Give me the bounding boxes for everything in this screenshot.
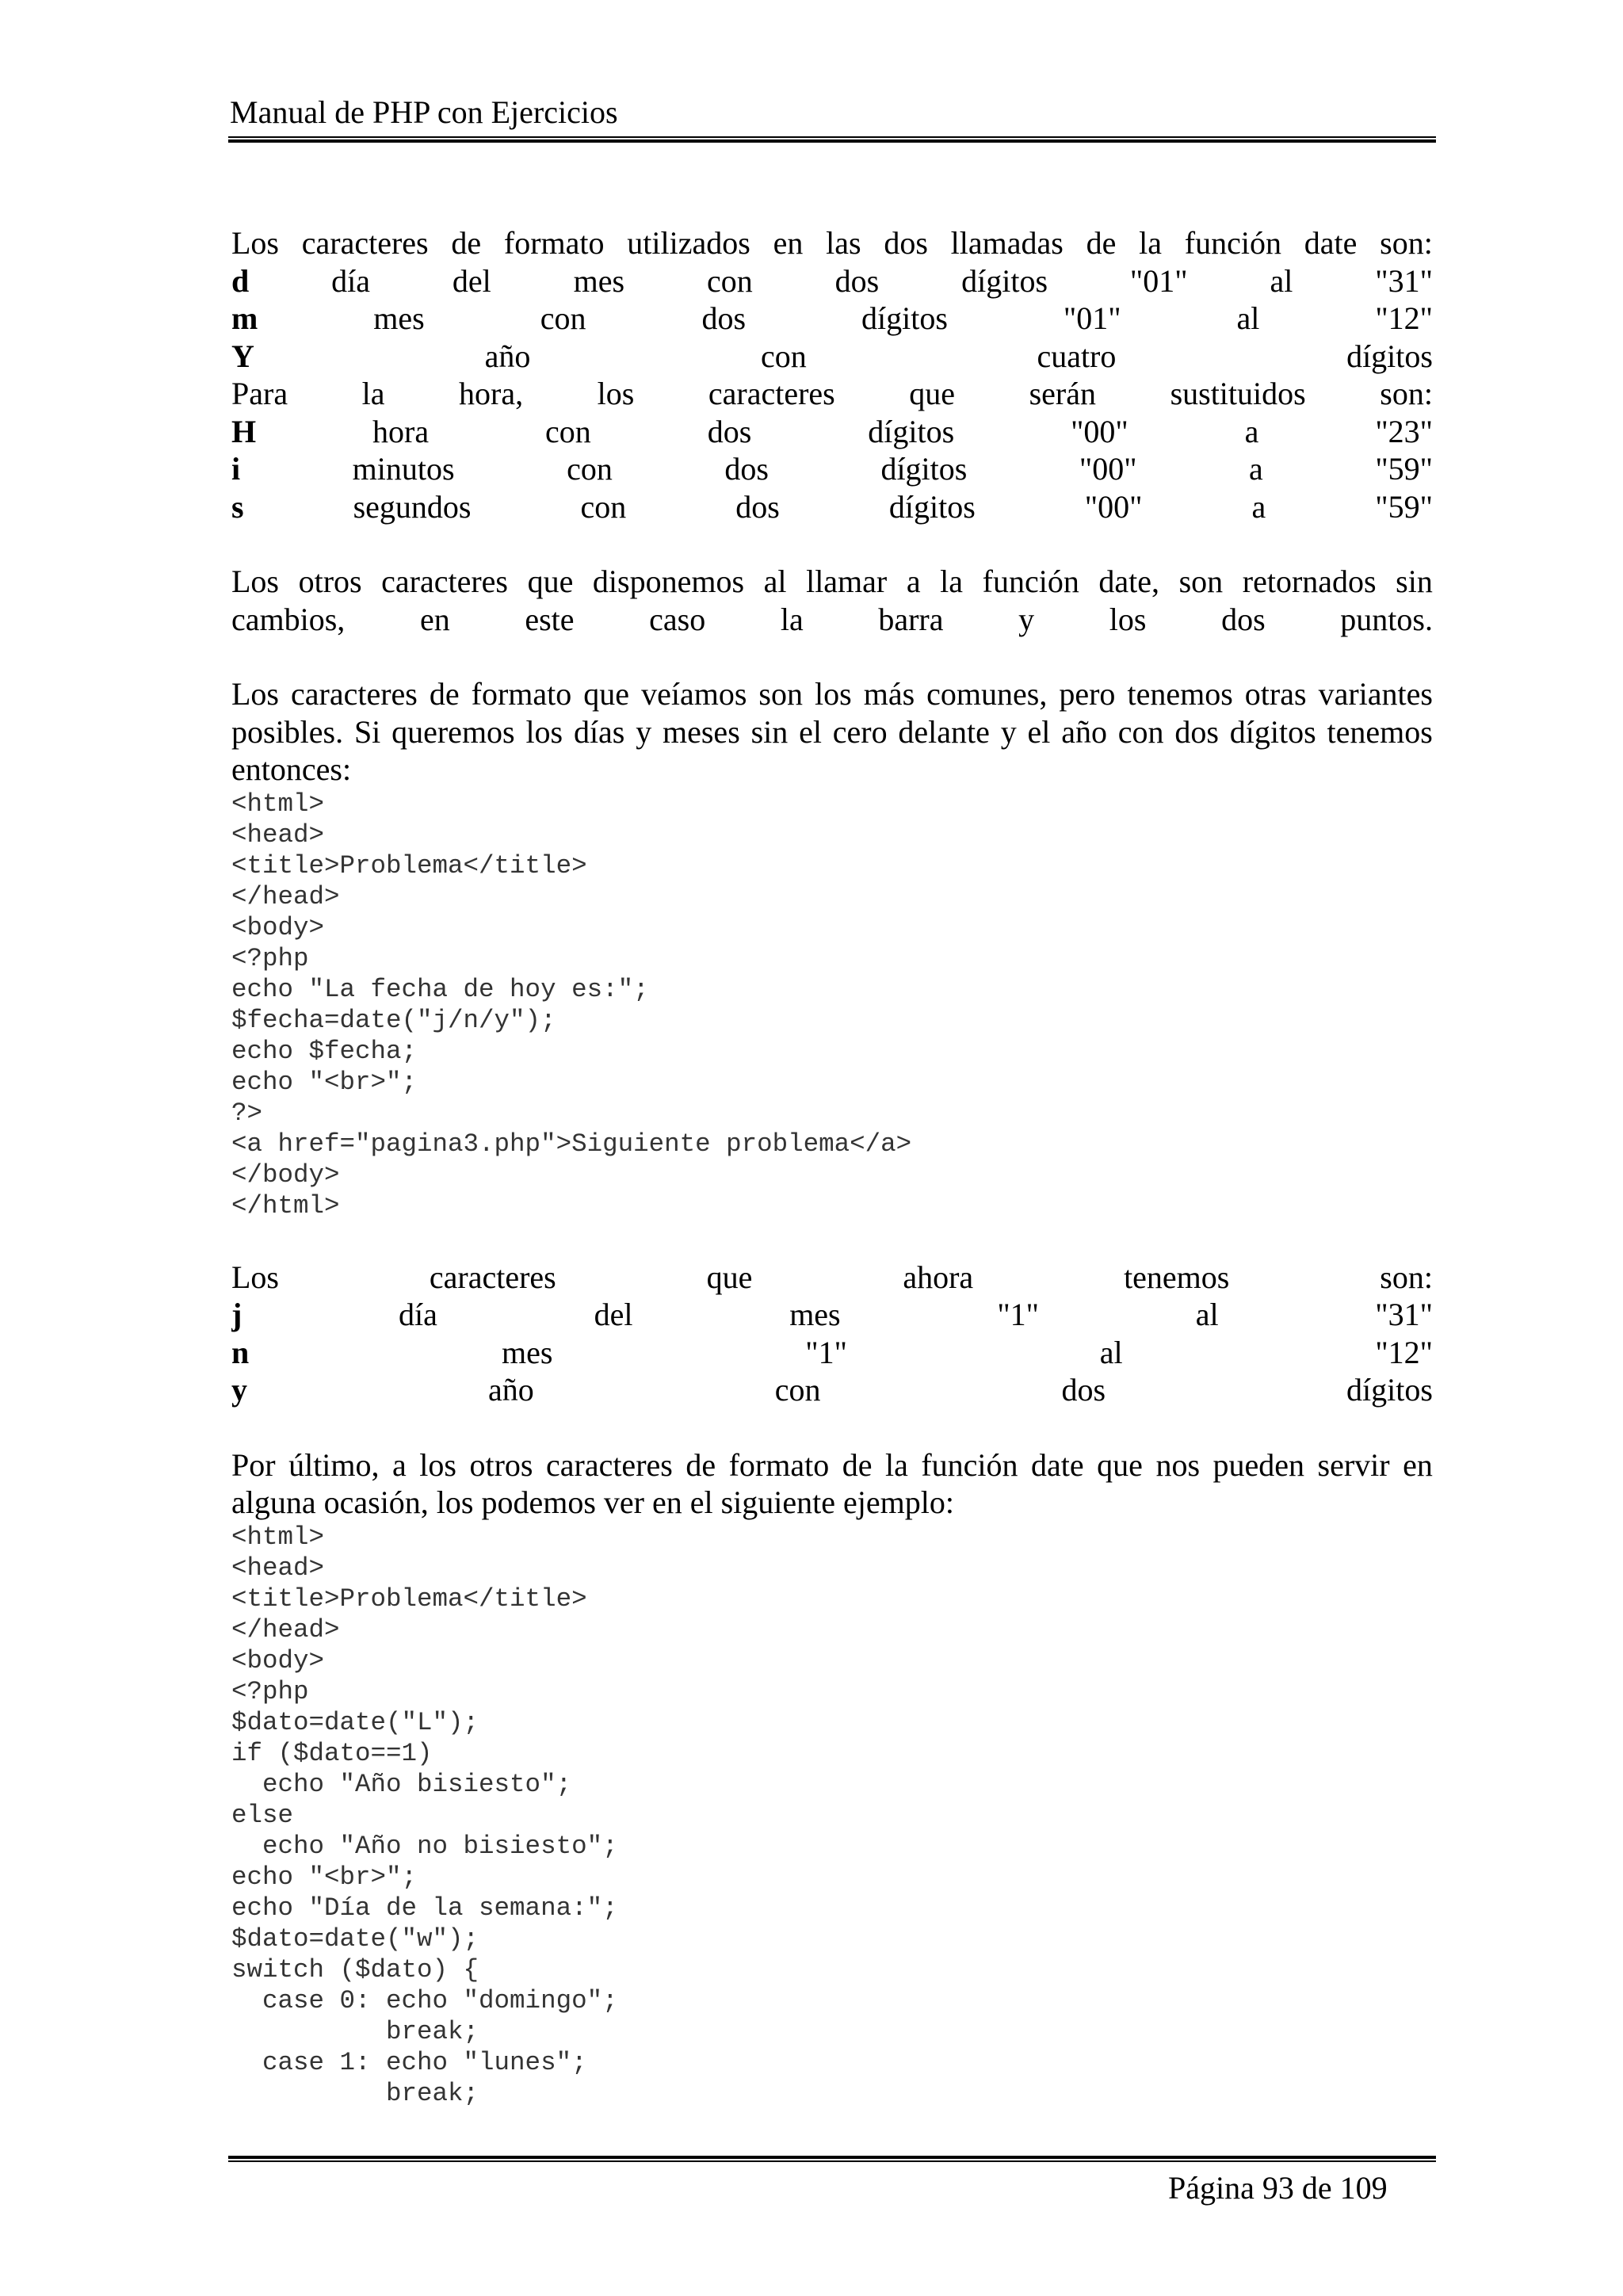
- word: date: [1031, 1446, 1084, 1483]
- word: otras: [1244, 676, 1307, 712]
- header-rule-thin: [228, 136, 1436, 138]
- code-line: ?>: [231, 1098, 263, 1128]
- word: nos: [1155, 1446, 1201, 1483]
- word: "12": [1375, 300, 1433, 336]
- word: del: [452, 262, 491, 299]
- code-line: echo "<br>";: [231, 1862, 418, 1892]
- word: veíamos: [641, 676, 747, 712]
- word: Por: [231, 1446, 276, 1483]
- code-line: <title>Problema</title>: [231, 850, 587, 881]
- word: dos: [884, 225, 928, 261]
- text-line: [231, 338, 1433, 376]
- word: con: [707, 262, 753, 299]
- word: los: [597, 376, 635, 411]
- page-header-title: Manual de PHP con Ejercicios: [230, 94, 618, 130]
- text-line: [231, 563, 1433, 601]
- paragraph-gap: [231, 525, 1433, 563]
- word: al: [763, 563, 787, 599]
- word: sustituidos: [1170, 376, 1306, 411]
- code-line: echo "Año bisiesto";: [231, 1769, 572, 1799]
- word: "1": [997, 1297, 1039, 1332]
- word: Para: [231, 376, 288, 411]
- word: caracteres: [301, 225, 429, 261]
- word: "59": [1375, 488, 1433, 525]
- word: el: [799, 713, 822, 750]
- word: mes: [573, 262, 625, 299]
- word: ahora: [903, 1259, 974, 1295]
- word: a: [906, 563, 921, 599]
- word: en: [1403, 1446, 1433, 1483]
- word: caracteres: [708, 376, 835, 411]
- word: retornados: [1242, 563, 1377, 599]
- word: formato: [503, 225, 605, 261]
- word: Los: [231, 225, 279, 261]
- code-line: <html>: [231, 789, 325, 819]
- code-line: </html>: [231, 1190, 340, 1221]
- text-line: alguna ocasión, los podemos ver en el siguiente ejemplo:: [231, 1484, 954, 1520]
- word: con: [1117, 713, 1164, 750]
- word: dígitos: [961, 262, 1048, 299]
- word: la: [884, 1446, 908, 1483]
- word: Los: [231, 676, 279, 712]
- word: a: [1251, 488, 1266, 525]
- code-line: echo "Año no bisiesto";: [231, 1831, 618, 1861]
- code-line: else: [231, 1800, 294, 1830]
- word: año: [484, 338, 531, 374]
- word: con: [540, 300, 586, 336]
- word: que: [909, 376, 956, 411]
- word: comunes,: [926, 676, 1048, 712]
- word: caso: [649, 601, 706, 637]
- word: dígitos: [1346, 338, 1433, 374]
- word: el: [1027, 713, 1051, 750]
- word: pueden: [1212, 1446, 1305, 1483]
- text-line: [231, 488, 1433, 526]
- word: las: [826, 225, 861, 261]
- code-line: <body>: [231, 1645, 325, 1675]
- word: llamar: [806, 563, 888, 599]
- word: Si: [353, 713, 381, 750]
- word: este: [525, 601, 575, 637]
- word: posibles.: [231, 713, 344, 750]
- word: que: [1097, 1446, 1143, 1483]
- text-line: [231, 1446, 1433, 1484]
- word: la: [780, 601, 804, 637]
- code-line: <head>: [231, 1553, 325, 1583]
- word: más: [863, 676, 915, 712]
- format-character: n: [231, 1334, 250, 1370]
- format-character: Y: [231, 338, 254, 374]
- format-character: H: [231, 413, 257, 449]
- word: "1": [805, 1334, 847, 1370]
- text-line: [231, 1296, 1433, 1334]
- word: disponemos: [592, 563, 745, 599]
- word: a: [392, 1446, 407, 1483]
- word: mes: [373, 300, 425, 336]
- word: dos: [724, 451, 769, 487]
- word: queremos: [391, 713, 515, 750]
- word: dos: [1061, 1372, 1106, 1408]
- word: utilizados: [627, 225, 750, 261]
- code-line: <html>: [231, 1522, 325, 1552]
- word: "01": [1063, 300, 1121, 336]
- word: caracteres: [291, 676, 418, 712]
- word: son:: [1380, 225, 1433, 261]
- word: hora: [372, 413, 430, 449]
- word: último,: [288, 1446, 380, 1483]
- word: son:: [1380, 1259, 1433, 1295]
- code-line: <body>: [231, 912, 325, 942]
- word: son:: [1380, 376, 1433, 411]
- word: dígitos: [1229, 713, 1316, 750]
- word: dos: [1221, 601, 1266, 637]
- word: Los: [231, 1259, 279, 1295]
- word: hora,: [459, 376, 524, 411]
- word: "31": [1375, 262, 1433, 299]
- text-line: entonces:: [231, 751, 352, 787]
- text-line: [231, 1334, 1433, 1372]
- page-body: [231, 224, 1433, 2109]
- word: caracteres: [381, 563, 508, 599]
- word: otros: [469, 1446, 533, 1483]
- word: de: [842, 1446, 873, 1483]
- code-line: if ($dato==1): [231, 1738, 433, 1768]
- word: con: [580, 488, 627, 525]
- text-line: [231, 413, 1433, 451]
- word: con: [761, 338, 807, 374]
- code-line: <head>: [231, 819, 325, 850]
- word: al: [1195, 1297, 1219, 1332]
- word: segundos: [353, 488, 472, 525]
- word: que: [706, 1259, 753, 1295]
- word: los: [525, 713, 563, 750]
- code-line: echo "Día de la semana:";: [231, 1893, 618, 1923]
- text-line: [231, 450, 1433, 488]
- word: llamadas: [950, 225, 1064, 261]
- format-character: d: [231, 262, 250, 299]
- text-line: [231, 1259, 1433, 1297]
- format-character: m: [231, 300, 258, 336]
- word: pero: [1059, 676, 1116, 712]
- word: función: [921, 1446, 1018, 1483]
- word: con: [774, 1372, 821, 1408]
- word: dos: [735, 488, 780, 525]
- word: con: [545, 413, 591, 449]
- code-line: </head>: [231, 881, 340, 911]
- footer-rule-thin: [228, 2160, 1436, 2162]
- word: puntos.: [1340, 601, 1433, 637]
- word: y: [636, 713, 652, 750]
- word: dígitos: [1346, 1372, 1433, 1408]
- word: que: [527, 563, 574, 599]
- word: al: [1236, 300, 1260, 336]
- word: a: [1244, 413, 1259, 449]
- word: dígitos: [868, 413, 955, 449]
- word: "31": [1375, 1297, 1433, 1332]
- word: "23": [1375, 413, 1433, 449]
- format-character: j: [231, 1297, 242, 1332]
- word: barra: [878, 601, 944, 637]
- text-line: [231, 224, 1433, 262]
- word: son: [1178, 563, 1224, 599]
- code-line: <?php: [231, 943, 309, 973]
- word: date: [1304, 225, 1358, 261]
- word: de: [451, 225, 482, 261]
- word: sin: [1396, 563, 1433, 599]
- word: los: [419, 1446, 456, 1483]
- word: "00": [1079, 451, 1137, 487]
- word: año: [1061, 713, 1107, 750]
- word: la: [1139, 225, 1163, 261]
- word: dígitos: [861, 300, 948, 336]
- text-line: [231, 713, 1433, 751]
- word: formato: [471, 676, 572, 712]
- code-line: $dato=date("L");: [231, 1707, 479, 1737]
- word: "01": [1129, 262, 1188, 299]
- code-line: echo "<br>";: [231, 1067, 418, 1097]
- footer-rule-thick: [228, 2156, 1436, 2159]
- word: dos: [1174, 713, 1219, 750]
- format-character: s: [231, 488, 244, 525]
- word: días: [573, 713, 625, 750]
- paragraph-gap: [231, 638, 1433, 675]
- word: los: [1109, 601, 1147, 637]
- word: son: [758, 676, 803, 712]
- word: "59": [1375, 451, 1433, 487]
- word: date,: [1098, 563, 1160, 599]
- word: del: [594, 1297, 633, 1332]
- format-character: y: [231, 1372, 247, 1408]
- word: de: [685, 1446, 716, 1483]
- text-line: [231, 601, 1433, 639]
- word: meses: [663, 713, 740, 750]
- word: tenemos: [1327, 713, 1433, 750]
- paragraph-gap: [231, 1221, 1433, 1259]
- code-line: echo "La fecha de hoy es:";: [231, 974, 649, 1004]
- code-line: </head>: [231, 1614, 340, 1645]
- word: y: [1000, 713, 1017, 750]
- format-character: i: [231, 451, 241, 487]
- text-line: [231, 375, 1433, 413]
- word: al: [1270, 262, 1293, 299]
- header-rule-thick: [228, 139, 1436, 143]
- code-line: <?php: [231, 1676, 309, 1706]
- word: y: [1018, 601, 1035, 637]
- word: día: [331, 262, 371, 299]
- word: formato: [728, 1446, 830, 1483]
- text-line: [231, 1371, 1433, 1409]
- word: de: [429, 676, 460, 712]
- word: caracteres: [545, 1446, 673, 1483]
- word: dígitos: [880, 451, 968, 487]
- page-number: Página 93 de 109: [1168, 2170, 1388, 2206]
- word: que: [583, 676, 630, 712]
- code-line: </body>: [231, 1159, 340, 1190]
- word: delante: [898, 713, 990, 750]
- word: variantes: [1318, 676, 1433, 712]
- word: Los: [231, 563, 279, 599]
- word: los: [815, 676, 852, 712]
- word: mes: [502, 1334, 553, 1370]
- word: sin: [750, 713, 789, 750]
- word: a: [1249, 451, 1263, 487]
- code-line: <title>Problema</title>: [231, 1584, 587, 1614]
- code-line: break;: [231, 2016, 479, 2046]
- word: caracteres: [429, 1259, 556, 1295]
- code-line: $fecha=date("j/n/y");: [231, 1005, 556, 1035]
- code-line: echo $fecha;: [231, 1036, 418, 1066]
- word: año: [487, 1372, 534, 1408]
- code-line: switch ($dato) {: [231, 1954, 479, 1985]
- word: mes: [789, 1297, 841, 1332]
- word: serán: [1029, 376, 1097, 411]
- code-line: $dato=date("w");: [231, 1924, 479, 1954]
- word: tenemos: [1127, 676, 1233, 712]
- code-line: case 1: echo "lunes";: [231, 2047, 587, 2077]
- code-line: case 0: echo "domingo";: [231, 1985, 618, 2015]
- paragraph-gap: [231, 1409, 1433, 1446]
- code-line: <a href="pagina3.php">Siguiente problema</a>: [231, 1129, 912, 1159]
- word: la: [940, 563, 964, 599]
- code-line: break;: [231, 2078, 479, 2108]
- word: función: [1184, 225, 1281, 261]
- word: dos: [834, 262, 880, 299]
- word: cuatro: [1037, 338, 1117, 374]
- word: cambios,: [231, 601, 346, 637]
- word: dos: [707, 413, 752, 449]
- word: tenemos: [1124, 1259, 1230, 1295]
- word: "00": [1071, 413, 1128, 449]
- text-line: [231, 300, 1433, 338]
- word: minutos: [352, 451, 455, 487]
- word: dos: [701, 300, 747, 336]
- word: con: [567, 451, 613, 487]
- word: la: [361, 376, 385, 411]
- word: en: [773, 225, 804, 261]
- word: cero: [832, 713, 888, 750]
- word: de: [1086, 225, 1117, 261]
- word: "12": [1375, 1334, 1433, 1370]
- word: otros: [298, 563, 362, 599]
- word: al: [1099, 1334, 1123, 1370]
- word: día: [399, 1297, 437, 1332]
- word: en: [419, 601, 450, 637]
- word: servir: [1317, 1446, 1390, 1483]
- word: "00": [1084, 488, 1143, 525]
- text-line: [231, 675, 1433, 713]
- word: función: [982, 563, 1079, 599]
- word: dígitos: [888, 488, 976, 525]
- text-line: [231, 262, 1433, 300]
